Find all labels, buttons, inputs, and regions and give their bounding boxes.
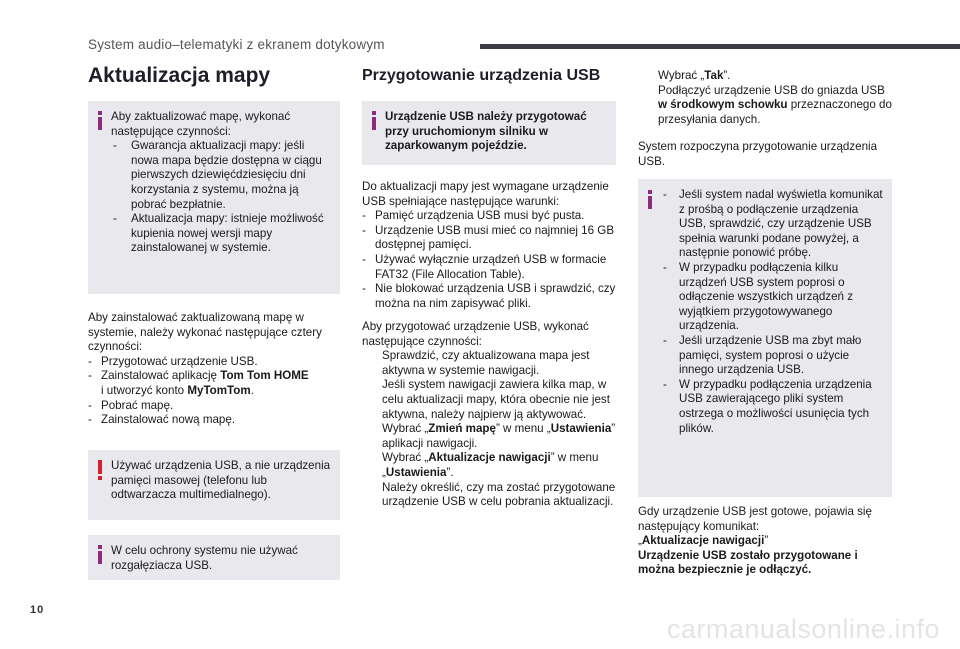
watermark: carmanualsonline.info <box>666 614 940 644</box>
list-item: - Pobrać mapę. <box>88 398 174 412</box>
steps-intro: Aby zainstalować zaktualizowaną mapę w systemie, należy wykonać następujące cztery czynności: <box>88 311 322 354</box>
info-icon <box>98 545 102 564</box>
list-item: - Zainstalować nową mapę. <box>88 413 236 427</box>
info-hub-text: W celu ochrony systemu nie używać rozgałęziacza USB. <box>111 544 298 572</box>
usb-connect-steps <box>638 69 892 127</box>
list-item: - Używać wyłącznie urządzeń USB w formacie FAT32 (File Allocation Table). <box>362 252 607 281</box>
info-box-update-steps <box>88 101 340 294</box>
info-intro: Aby zaktualizować mapę, wykonać następujące czynności: <box>111 110 291 138</box>
section-title-map-update: Aktualizacja mapy <box>88 64 271 87</box>
list-item: Sprawdzić, czy aktualizowana mapa jest aktywna w systemie nawigacji. Jeśli system nawigacji zawiera kilka map, w celu aktualizacji mapy, która obecnie nie jest aktywna, należy najpierw ją aktywować. <box>382 349 610 421</box>
info-box-engine <box>362 101 616 165</box>
list-item: - Jeśli system nadal wyświetla komunikat z prośbą o podłączenie urządzenia USB, sprawdzić, czy urządzenie USB spełnia warunki podane powyżej, a następnie ponowić próbę. <box>663 188 883 260</box>
ready-intro: Gdy urządzenie USB jest gotowe, pojawia się następujący komunikat: <box>638 505 872 533</box>
header-bar <box>480 44 960 49</box>
list-item: - W przypadku podłączenia urządzenia USB zawierającego pliki system ostrzega o możliwości usunięcia tych plików. <box>663 377 872 435</box>
list-item: Należy określić, czy ma zostać przygotowane urządzenie USB w celu pobrania aktualizacji. <box>382 480 616 509</box>
req-intro: Do aktualizacji mapy jest wymagane urządzenie USB spełniające następujące warunki: <box>362 180 609 208</box>
info-icon <box>98 111 102 130</box>
info-box-usb-issues <box>638 179 892 497</box>
list-item: Wybrać „Zmień mapę” w menu „Ustawienia” aplikacji nawigacji. <box>382 422 616 450</box>
list-item: - Gwarancja aktualizacji mapy: jeśli nowa mapa będzie dostępna w ciągu pierwszych dziewięćdziesięciu dni korzystania z systemu, można ją pobrać bezpłatnie. <box>113 139 322 211</box>
usb-prep-steps <box>362 320 616 510</box>
list-item: - Jeśli urządzenie USB ma zbyt mało pamięci, system poprosi o użycie innego urządzenia USB. <box>663 333 862 377</box>
list-item: - Aktualizacja mapy: istnieje możliwość kupienia nowej wersji mapy zainstalowanej w systemie. <box>113 212 324 255</box>
info-engine-text: Urządzenie USB należy przygotować przy uruchomionym silniku w zaparkowanym pojeździe. <box>385 110 587 153</box>
list-item: - W przypadku podłączenia kilku urządzeń USB system poprosi o odłączenie wszystkich urządzeń z wyjątkiem przygotowywanego urządzenia. <box>663 260 853 333</box>
warning-box-usb <box>88 450 340 520</box>
usb-requirements <box>362 180 616 311</box>
info-box-hub <box>88 535 340 580</box>
list-item: - Nie blokować urządzenia USB i sprawdzić, czy można na nim zapisywać pliki. <box>362 282 616 310</box>
warning-text: Używać urządzenia USB, a nie urządzenia pamięci masowej (telefonu lub odtwarzacza multimedialnego). <box>111 459 331 502</box>
list-item: Wybrać „Aktualizacje nawigacji” w menu „Ustawienia”. <box>382 451 599 479</box>
warning-icon <box>98 460 102 480</box>
list-item: Wybrać „Tak”. <box>658 69 731 82</box>
list-item: Podłączyć urządzenie USB do gniazda USB w środkowym schowku przeznaczonego do przesyłania danych. <box>658 83 892 126</box>
install-steps <box>88 311 340 428</box>
list-item: - Pamięć urządzenia USB musi być pusta. <box>362 209 585 223</box>
dash-marker: - <box>113 212 117 226</box>
list-item: - Przygotować urządzenie USB. <box>88 354 258 368</box>
section-title-usb-prep: Przygotowanie urządzenia USB <box>362 67 601 84</box>
page-header-title: System audio–telematyki z ekranem dotykowym <box>88 37 385 52</box>
ready-bold-text: Urządzenie USB zostało przygotowane i można bezpiecznie je odłączyć. <box>638 548 858 577</box>
info-icon <box>648 190 652 209</box>
list-item: - Zainstalować aplikację Tom Tom HOME i utworzyć konto MyTomTom. <box>88 369 309 397</box>
list-item: - Urządzenie USB musi mieć co najmniej 16 GB dostępnej pamięci. <box>362 223 615 252</box>
ready-message <box>638 505 892 578</box>
info-icon <box>372 111 376 130</box>
prep-intro: Aby przygotować urządzenie USB, wykonać następujące czynności: <box>362 320 589 348</box>
page-number: 10 <box>30 604 45 616</box>
status-text: System rozpoczyna przygotowanie urządzenia USB. <box>638 140 878 168</box>
dash-marker: - <box>113 139 117 153</box>
ready-label: „Aktualizacje nawigacji” <box>638 534 769 548</box>
